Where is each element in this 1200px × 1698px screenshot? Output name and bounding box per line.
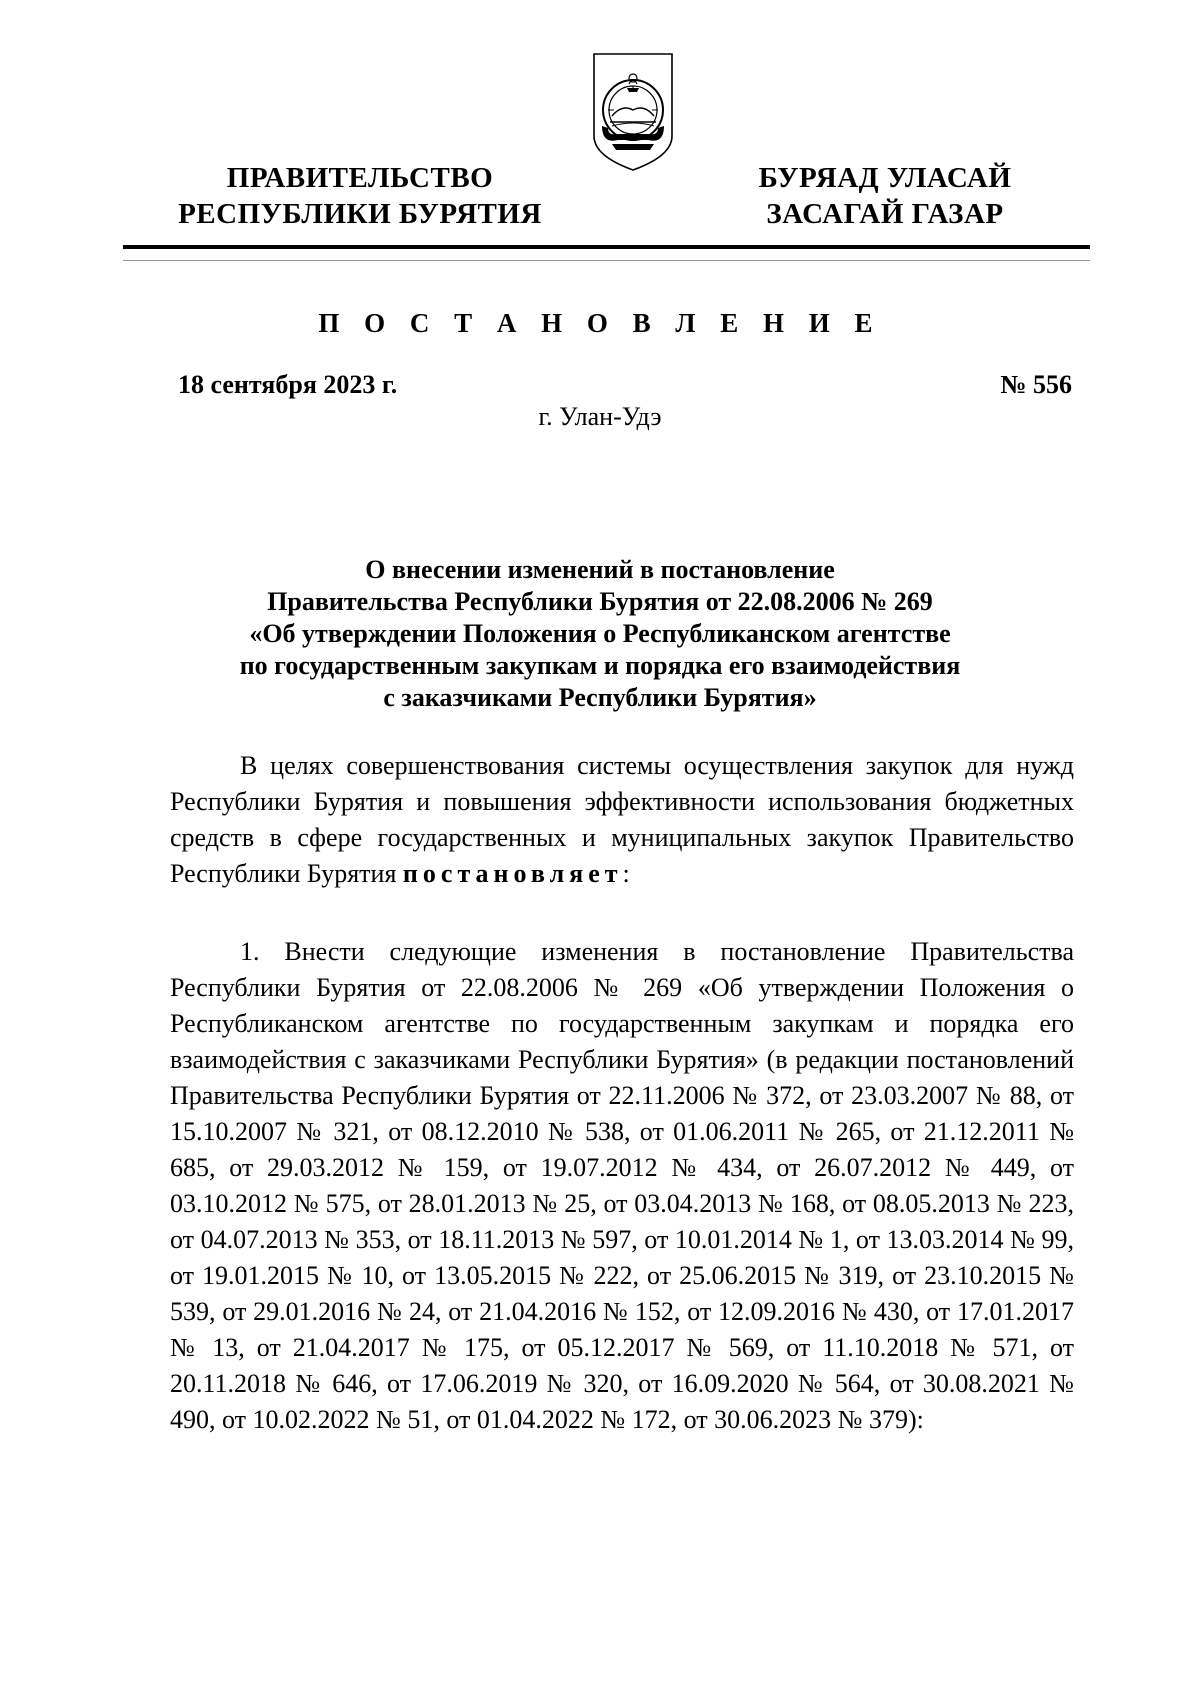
org-right-line1: БУРЯАД УЛАСАЙ (758, 162, 1012, 194)
document-date: 18 сентября 2023 г. (178, 370, 398, 399)
title-line: с заказчиками Республики Бурятия» (383, 683, 817, 712)
document-type: П О С Т А Н О В Л Е Н И Е (318, 308, 882, 338)
org-right-line2: ЗАСАГАЙ ГАЗАР (766, 198, 1004, 230)
document-title (170, 554, 1030, 714)
coat-of-arms-icon (588, 48, 678, 174)
item-1-paragraph: 1. Внести следующие изменения в постановление Правительства Республики Бурятия от 22.08.2006 № 269 «Об утверждении Положения о Республиканском агентстве по государственным закупкам и порядка его взаимодействия с заказчиками Республики Бурятия» (в редакции постановлений Правительства Республики Бурятия от 22.11.2006 № 372, от 23.03.2007 № 88, от 15.10.2007 № 321, от 08.12.2010 № 538, от 01.06.2011 № 265, от 21.12.2011 № 685, от 29.03.2012 № 159, от 19.07.2012 № 434, от 26.07.2012 № 449, от 03.10.2012 № 575, от 28.01.2013 № 25, от 03.04.2013 № 168, от 08.05.2013 № 223, от 04.07.2013 № 353, от 18.11.2013 № 597, от 10.01.2014 № 1, от 13.03.2014 № 99, от 19.01.2015 № 10, от 13.05.2015 № 222, от 25.06.2015 № 319, от 23.10.2015 № 539, от 29.01.2016 № 24, от 21.04.2016 № 152, от 12.09.2016 № 430, от 17.01.2017 № 13, от 21.04.2017 № 175, от 05.12.2017 № 569, от 11.10.2018 № 571, от 20.11.2018 № 646, от 17.06.2019 № 320, от 16.09.2020 № 564, от 30.08.2021 № 490, от 10.02.2022 № 51, от 01.04.2022 № 172, от 30.06.2023 № 379): (170, 937, 1074, 1434)
title-line: Правительства Республики Бурятия от 22.08.2006 № 269 (267, 587, 933, 616)
preamble-paragraph (170, 748, 1074, 892)
title-line: «Об утверждении Положения о Республиканском агентстве (249, 619, 951, 648)
header-divider-thick (123, 245, 1090, 249)
org-left-line2: РЕСПУБЛИКИ БУРЯТИЯ (178, 198, 542, 230)
title-line: О внесении изменений в постановление (365, 555, 835, 584)
preamble-end: : (622, 859, 630, 888)
document-city: г. Улан-Удэ (538, 402, 662, 431)
preamble-text: В целях совершенствования системы осуществления закупок для нужд Республики Бурятия и повышения эффективности использования бюджетных средств в сфере государственных и муниципальных закупок Правительство Республики Бурятия (170, 751, 1074, 888)
document-number: № 556 (1000, 370, 1072, 399)
title-line: по государственным закупкам и порядка его взаимодействия (239, 651, 961, 680)
org-left-line1: ПРАВИТЕЛЬСТВО (226, 162, 494, 194)
preamble-keyword: постановляет (402, 859, 623, 888)
org-name-russian (150, 160, 570, 232)
header-divider-thin (123, 260, 1090, 261)
org-name-buryat (730, 160, 1040, 232)
